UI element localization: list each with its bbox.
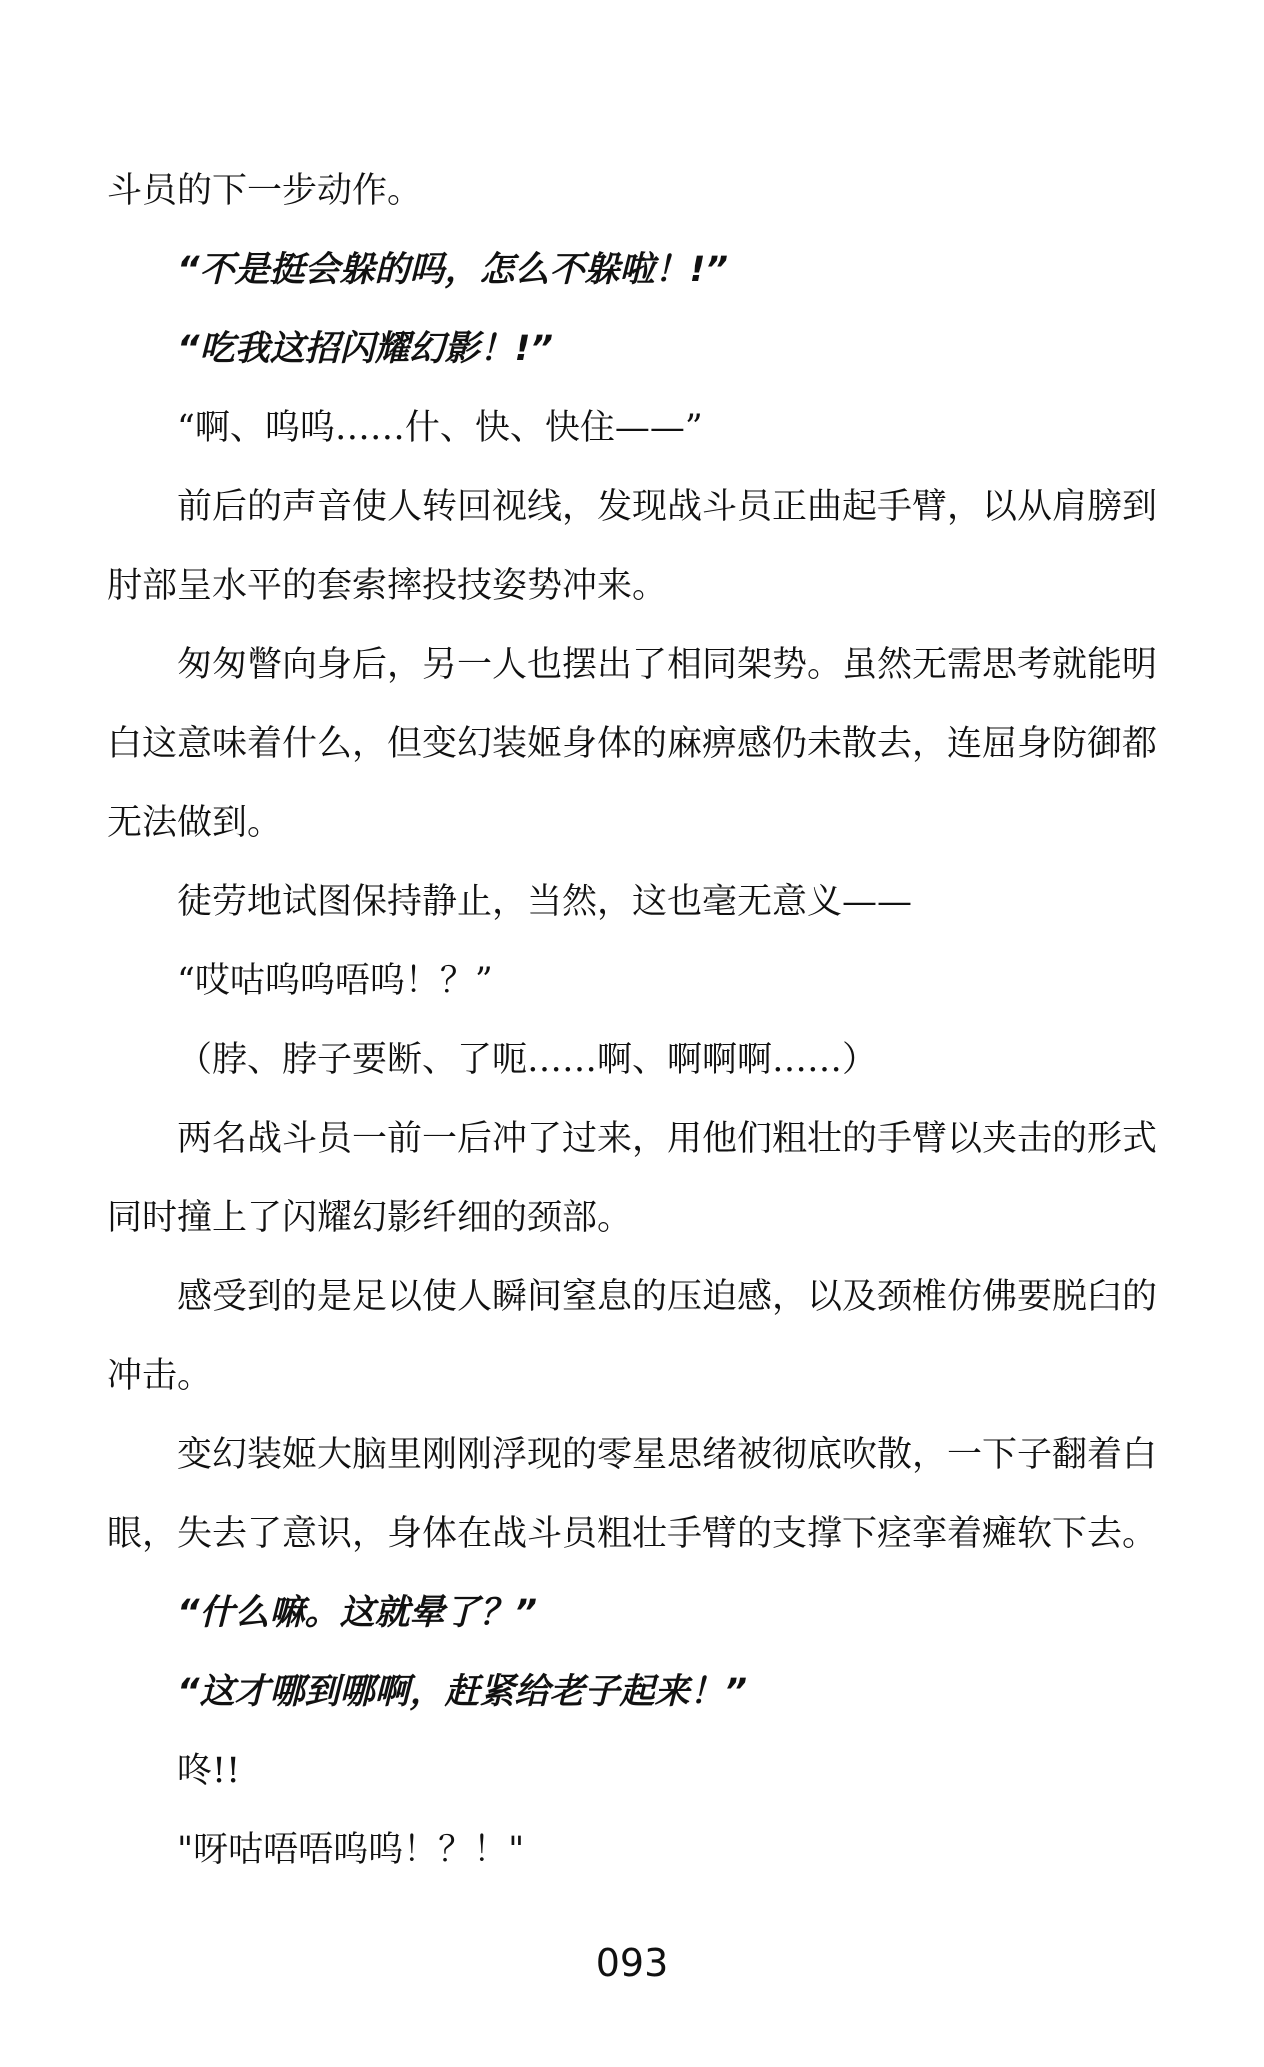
page-number: 093 xyxy=(595,1941,669,1985)
dialogue-line: “哎咕呜呜唔呜！？” xyxy=(177,961,493,1001)
paragraph-line: 白这意味着什么，但变幻装姬身体的麻痹感仍未散去，连屈身防御都 xyxy=(107,724,1158,764)
dialogue-line: "呀咕唔唔呜呜！？！" xyxy=(177,1830,525,1870)
paragraph-line: 变幻装姬大脑里刚刚浮现的零星思绪被彻底吹散，一下子翻着白 xyxy=(177,1435,1158,1475)
paragraph-line: 同时撞上了闪耀幻影纤细的颈部。 xyxy=(107,1198,633,1238)
paragraph-line: 徒劳地试图保持静止，当然，这也毫无意义—— xyxy=(177,882,913,922)
paragraph-line: 冲击。 xyxy=(107,1356,213,1396)
paragraph-line: 无法做到。 xyxy=(107,803,283,843)
paragraph-line: 肘部呈水平的套索摔投技姿势冲来。 xyxy=(107,566,668,606)
dialogue-line: “啊、呜呜……什、快、快住——” xyxy=(177,408,703,448)
paragraph-line: 两名战斗员一前一后冲了过来，用他们粗壮的手臂以夹击的形式 xyxy=(177,1119,1158,1159)
paragraph-line: 眼，失去了意识，身体在战斗员粗壮手臂的支撑下痉挛着瘫软下去。 xyxy=(107,1514,1158,1554)
body-text xyxy=(107,152,1167,1890)
inner-thought-line: （脖、脖子要断、了呃……啊、啊啊啊……） xyxy=(177,1040,878,1080)
paragraph-line: 斗员的下一步动作。 xyxy=(107,171,423,211)
paragraph-line: 前后的声音使人转回视线，发现战斗员正曲起手臂，以从肩膀到 xyxy=(177,487,1158,527)
dialogue-line: “吃我这招闪耀幻影！!” xyxy=(177,329,554,369)
dialogue-line: “什么嘛。这就晕了？” xyxy=(177,1593,538,1633)
paragraph-line: 匆匆瞥向身后，另一人也摆出了相同架势。虽然无需思考就能明 xyxy=(177,645,1158,685)
dialogue-line: “不是挺会躲的吗，怎么不躲啦！!” xyxy=(177,250,729,290)
paragraph-line: 感受到的是足以使人瞬间窒息的压迫感，以及颈椎仿佛要脱臼的 xyxy=(177,1277,1158,1317)
sound-effect-line: 咚!! xyxy=(177,1751,241,1791)
dialogue-line: “这才哪到哪啊，赶紧给老子起来！” xyxy=(177,1672,748,1712)
